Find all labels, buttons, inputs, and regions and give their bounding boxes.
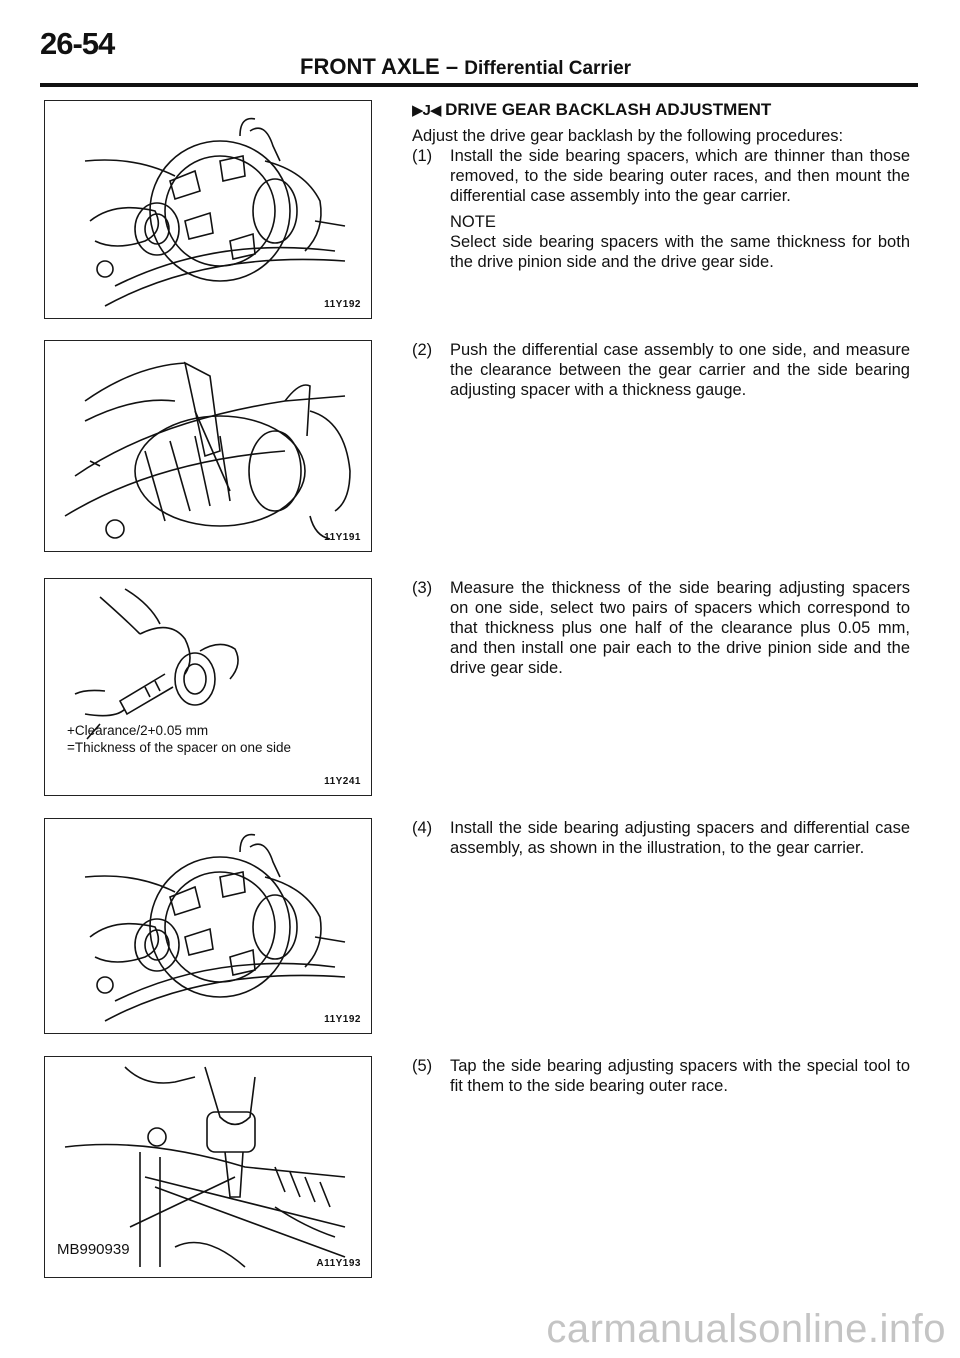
differential-illustration bbox=[45, 101, 371, 318]
section-title-text: DRIVE GEAR BACKLASH ADJUSTMENT bbox=[445, 100, 772, 119]
figure-micrometer-spacer bbox=[44, 578, 372, 796]
spacer-formula bbox=[67, 722, 291, 756]
header-rule bbox=[40, 83, 918, 87]
section-title bbox=[412, 100, 910, 121]
step-3 bbox=[412, 578, 910, 678]
step-5 bbox=[412, 1056, 910, 1096]
step-2 bbox=[412, 340, 910, 400]
figure-differential-install-2 bbox=[44, 818, 372, 1034]
page-title bbox=[300, 54, 631, 80]
note-text: Select side bearing spacers with the same thickness for both the drive pinion side and the drive gear side. bbox=[450, 233, 910, 271]
section-name: FRONT AXLE bbox=[300, 54, 440, 79]
formula-line-thickness: =Thickness of the spacer on one side bbox=[67, 740, 292, 755]
title-separator: – bbox=[445, 54, 459, 79]
figure-special-tool bbox=[44, 1056, 372, 1278]
step-text: Push the differential case assembly to one side, and measure the clearance between the gear carrier and the side bearing adjusting spacer with a thickness gauge. bbox=[450, 341, 910, 399]
procedure-mark: ▶J◀ bbox=[412, 102, 441, 119]
page-number: 26-54 bbox=[40, 26, 115, 61]
section-heading-block bbox=[412, 100, 910, 272]
figure-code: 11Y241 bbox=[324, 776, 361, 787]
step-1 bbox=[412, 146, 910, 206]
subsection-name: Differential Carrier bbox=[464, 58, 632, 79]
formula-line-clearance: +Clearance/2+0.05 mm bbox=[67, 723, 209, 738]
step-4 bbox=[412, 818, 910, 858]
intro-text: Adjust the drive gear backlash by the following procedures: bbox=[412, 127, 844, 145]
step-number: (2) bbox=[412, 341, 433, 359]
step-number: (5) bbox=[412, 1057, 433, 1075]
figure-differential-install-1 bbox=[44, 100, 372, 319]
differential-illustration bbox=[45, 819, 371, 1033]
step-text: Measure the thickness of the side bearing adjusting spacers on one side, select two pairs of spacers which correspond to that thickness plus one half of the clearance plus 0.05 mm, and then install one pair each to the drive pinion side and the drive gear side. bbox=[450, 579, 910, 677]
step-number: (1) bbox=[412, 147, 433, 165]
note-block bbox=[450, 212, 910, 272]
site-watermark: carmanualsonline.info bbox=[546, 1307, 946, 1351]
special-tool-callout: MB990939 bbox=[57, 1241, 130, 1258]
figure-code: 11Y191 bbox=[324, 532, 361, 543]
step-text: Tap the side bearing adjusting spacers with the special tool to fit them to the side bearing outer race. bbox=[450, 1057, 910, 1095]
step-number: (3) bbox=[412, 579, 433, 597]
figure-thickness-gauge bbox=[44, 340, 372, 552]
micrometer-illustration bbox=[45, 579, 371, 795]
figure-code: 11Y192 bbox=[324, 1014, 361, 1025]
thickness-gauge-illustration bbox=[45, 341, 371, 551]
step-number: (4) bbox=[412, 819, 433, 837]
figure-code: 11Y192 bbox=[324, 299, 361, 310]
note-label: NOTE bbox=[450, 213, 496, 231]
step-text: Install the side bearing adjusting spacers and differential case assembly, as shown in the illustration, to the gear carrier. bbox=[450, 819, 910, 857]
figure-code: A11Y193 bbox=[316, 1258, 361, 1269]
step-text: Install the side bearing spacers, which are thinner than those removed, to the side bearing outer races, and then mount the differential case assembly into the gear carrier. bbox=[450, 147, 910, 205]
